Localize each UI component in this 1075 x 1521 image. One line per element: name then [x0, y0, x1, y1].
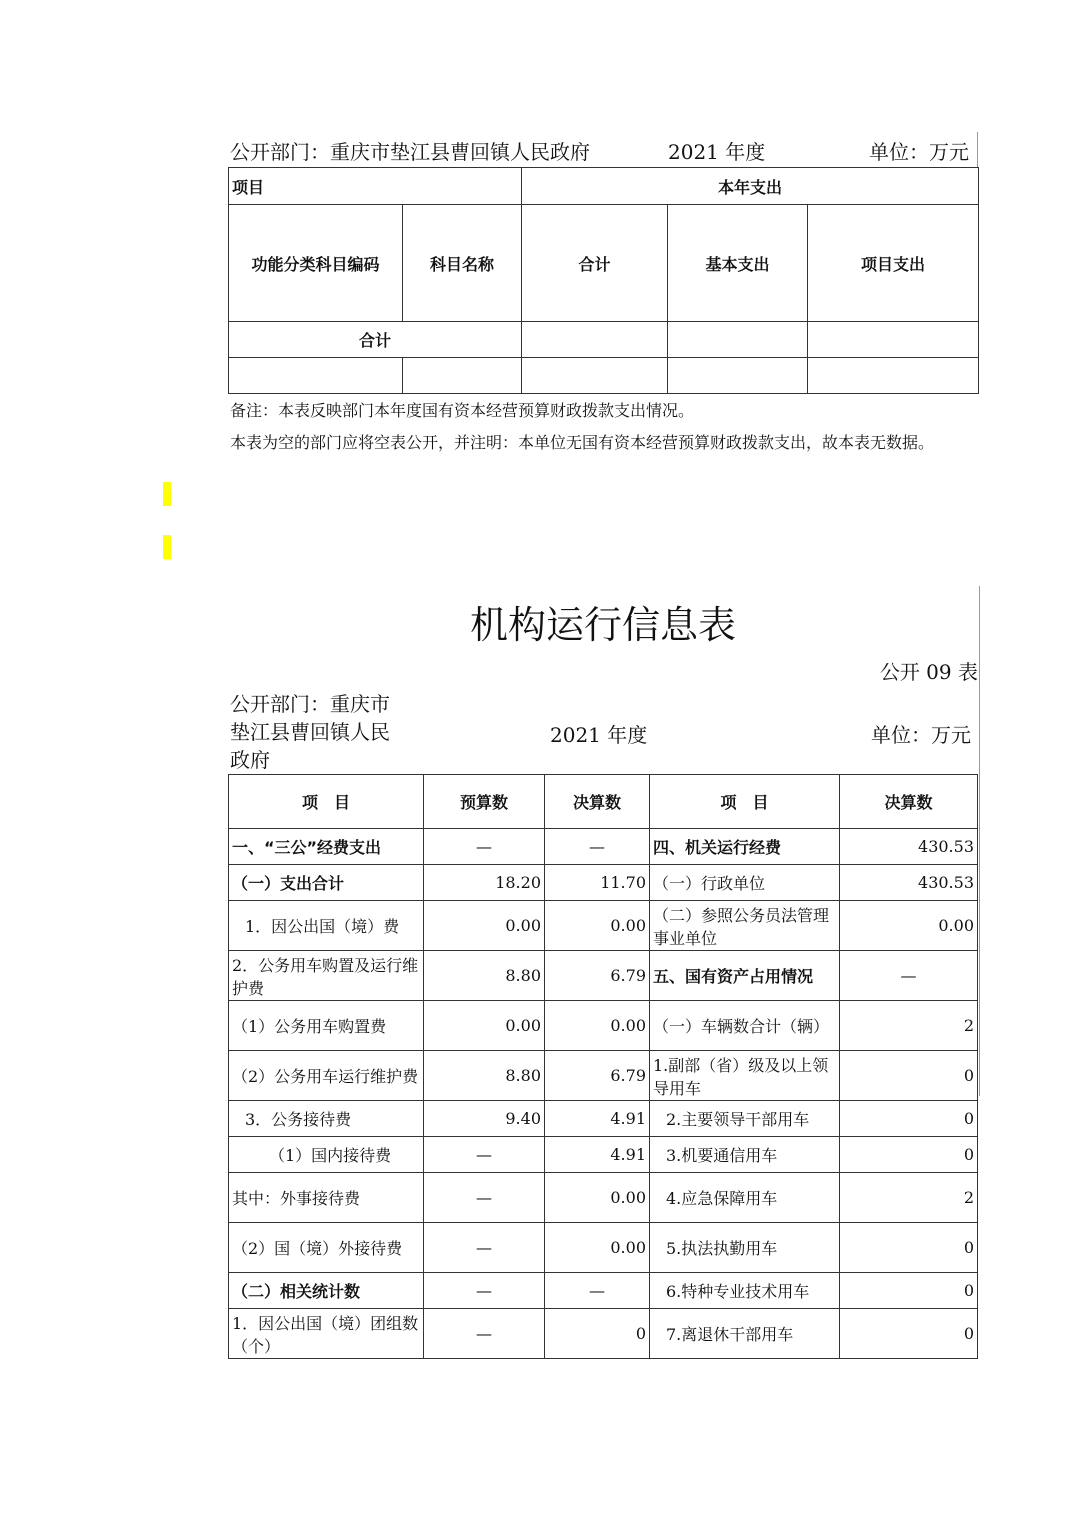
table2-right-value: 0 — [840, 1223, 978, 1273]
table2-right-label: 1.副部（省）级及以上领导用车 — [650, 1051, 840, 1101]
table1-cell — [403, 358, 522, 394]
table2-final-value: 0.00 — [545, 1173, 650, 1223]
table2-final-value: — — [545, 829, 650, 865]
table2-final-value: 4.91 — [545, 1137, 650, 1173]
table2-row-label: （1）国内接待费 — [229, 1137, 424, 1173]
table2-row-label: （2）国（境）外接待费 — [229, 1223, 424, 1273]
table2-budget-value: 9.40 — [424, 1101, 545, 1137]
table1-cell — [808, 322, 979, 358]
table1-cell — [668, 358, 808, 394]
table2-unit: 单位：万元 — [871, 723, 971, 747]
highlight-mark — [163, 482, 171, 506]
table2-row-label: （一）支出合计 — [229, 865, 424, 901]
table1-note1: 备注：本表反映部门本年度国有资本经营预算财政拨款支出情况。 — [230, 401, 695, 420]
divider — [979, 586, 980, 1096]
table1-year: 2021 年度 — [668, 140, 766, 164]
table1-total-row-label: 合计 — [229, 322, 522, 358]
table2-final-value: 4.91 — [545, 1101, 650, 1137]
table2-budget-value: — — [424, 1309, 545, 1359]
table2-right-label: 6.特种专业技术用车 — [650, 1273, 840, 1309]
table2-budget-value: 18.20 — [424, 865, 545, 901]
table2-header: 决算数 — [545, 775, 650, 829]
table2-final-value: 6.79 — [545, 951, 650, 1001]
table2-final-value: 6.79 — [545, 1051, 650, 1101]
table2-header: 预算数 — [424, 775, 545, 829]
table1-cell — [668, 322, 808, 358]
table2-right-label: 五、国有资产占用情况 — [650, 951, 840, 1001]
table2-right-label: 4.应急保障用车 — [650, 1173, 840, 1223]
table2-right-label: 3.机要通信用车 — [650, 1137, 840, 1173]
table1-cell — [808, 358, 979, 394]
table2-dept-label: 公开部门：重庆市垫江县曹回镇人民政府 — [230, 692, 390, 772]
table2-right-value: — — [840, 951, 978, 1001]
table2-right-label: （一）行政单位 — [650, 865, 840, 901]
table1-col-total: 合计 — [522, 205, 668, 322]
table2-row-label: 3．公务接待费 — [229, 1101, 424, 1137]
table1 — [228, 167, 979, 394]
table2-row-label: （2）公务用车运行维护费 — [229, 1051, 424, 1101]
table1-col-code: 功能分类科目编码 — [229, 205, 403, 322]
table2-right-value: 430.53 — [840, 829, 978, 865]
table2-budget-value: — — [424, 1173, 545, 1223]
divider — [977, 132, 978, 167]
table2-table-no: 公开 09 表 — [879, 660, 978, 684]
highlight-mark — [163, 535, 171, 559]
table1-col-name: 科目名称 — [403, 205, 522, 322]
table2-right-value: 0 — [840, 1051, 978, 1101]
table2-row-label: 2．公务用车购置及运行维护费 — [229, 951, 424, 1001]
table2-row-label: （二）相关统计数 — [229, 1273, 424, 1309]
table2-budget-value: 0.00 — [424, 1001, 545, 1051]
table1-project-header: 项目 — [229, 168, 522, 205]
table2-right-value: 2 — [840, 1001, 978, 1051]
table2-right-value: 2 — [840, 1173, 978, 1223]
table1-col-basic: 基本支出 — [668, 205, 808, 322]
table2-budget-value: — — [424, 829, 545, 865]
table2-row-label: （1）公务用车购置费 — [229, 1001, 424, 1051]
table1-current-year-header: 本年支出 — [522, 168, 979, 205]
table2-row-label: 一、“三公”经费支出 — [229, 829, 424, 865]
table2 — [228, 774, 978, 1359]
table2-right-label: （一）车辆数合计（辆） — [650, 1001, 840, 1051]
table2-right-value: 0 — [840, 1137, 978, 1173]
table2-final-value: 0.00 — [545, 1223, 650, 1273]
table2-final-value: 0.00 — [545, 1001, 650, 1051]
table2-row-label: 1．因公出国（境）费 — [229, 901, 424, 951]
table1-note2: 本表为空的部门应将空表公开，并注明：本单位无国有资本经营预算财政拨款支出，故本表无数据。 — [230, 433, 935, 452]
table2-right-label: 2.主要领导干部用车 — [650, 1101, 840, 1137]
table2-budget-value: 8.80 — [424, 1051, 545, 1101]
table2-right-value: 0 — [840, 1273, 978, 1309]
table2-right-value: 0.00 — [840, 901, 978, 951]
table2-right-label: （二）参照公务员法管理事业单位 — [650, 901, 840, 951]
table2-header: 决算数 — [840, 775, 978, 829]
table2-right-label: 7.离退休干部用车 — [650, 1309, 840, 1359]
table2-right-value: 0 — [840, 1309, 978, 1359]
table2-budget-value: 8.80 — [424, 951, 545, 1001]
table2-year: 2021 年度 — [550, 723, 648, 747]
table2-right-value: 430.53 — [840, 865, 978, 901]
table1-col-project: 项目支出 — [808, 205, 979, 322]
table2-final-value: 0.00 — [545, 901, 650, 951]
table2-budget-value: 0.00 — [424, 901, 545, 951]
table2-right-label: 5.执法执勤用车 — [650, 1223, 840, 1273]
table2-budget-value: — — [424, 1273, 545, 1309]
table2-row-label: 其中：外事接待费 — [229, 1173, 424, 1223]
table2-final-value: 0 — [545, 1309, 650, 1359]
table1-cell — [229, 358, 403, 394]
table2-header: 项 目 — [650, 775, 840, 829]
table2-budget-value: — — [424, 1223, 545, 1273]
table1-cell — [522, 322, 668, 358]
table2-final-value: 11.70 — [545, 865, 650, 901]
table2-final-value: — — [545, 1273, 650, 1309]
table2-row-label: 1．因公出国（境）团组数（个） — [229, 1309, 424, 1359]
table2-header: 项 目 — [229, 775, 424, 829]
table1-cell — [522, 358, 668, 394]
table2-budget-value: — — [424, 1137, 545, 1173]
table2-right-label: 四、机关运行经费 — [650, 829, 840, 865]
table2-right-value: 0 — [840, 1101, 978, 1137]
table1-dept-label: 公开部门：重庆市垫江县曹回镇人民政府 — [230, 140, 590, 164]
table2-title: 机构运行信息表 — [469, 603, 736, 647]
table1-unit: 单位：万元 — [869, 140, 969, 164]
